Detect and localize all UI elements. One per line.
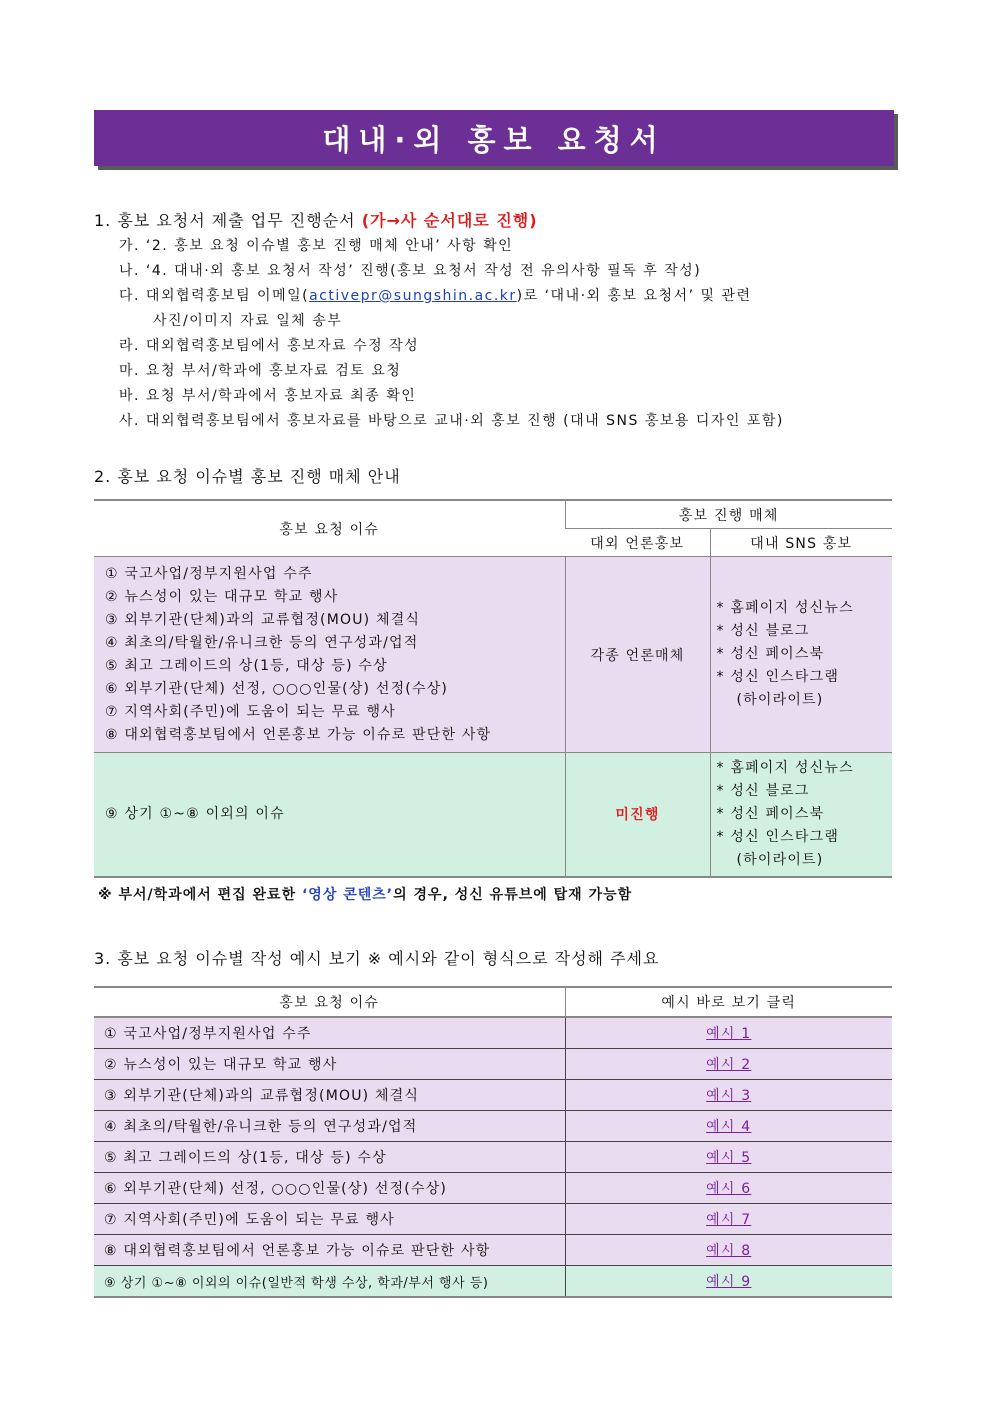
section1-heading-note: (가→사 순서대로 진행) bbox=[361, 211, 538, 230]
step-na: 나. ‘4. 대내·외 홍보 요청서 작성’ 진행(홍보 요청서 작성 전 유의사항 필독 후 작성) bbox=[119, 263, 702, 279]
table-row: ② 뉴스성이 있는 대규모 학교 행사 예시 2 bbox=[94, 1049, 892, 1080]
example-link-2[interactable]: 예시 2 bbox=[706, 1057, 752, 1073]
list-item: ⑤ 최고 그레이드의 상(1등, 대상 등) 수상 bbox=[105, 657, 388, 674]
media-guide-table bbox=[94, 499, 892, 878]
table-row: ⑥ 외부기관(단체) 선정, ○○○인물(상) 선정(수상) 예시 6 bbox=[94, 1173, 892, 1204]
section3-heading: 3. 홍보 요청 이슈별 작성 예시 보기 ※ 예시와 같이 형식으로 작성해 주세요 bbox=[94, 949, 660, 968]
list-item: ④ 최초의/탁월한/유니크한 등의 연구성과/업적 bbox=[105, 634, 419, 651]
list-item: ③ 외부기관(단체)과의 교류협정(MOU) 체결식 bbox=[105, 611, 421, 628]
example-link-7[interactable]: 예시 7 bbox=[706, 1212, 752, 1228]
table-row: ① 국고사업/정부지원사업 수주 예시 1 bbox=[94, 1017, 892, 1049]
header-external: 대외 언론홍보 bbox=[565, 529, 710, 557]
sns-item: * 성신 인스타그램 bbox=[716, 828, 840, 845]
step-ba: 바. 요청 부서/학과에서 홍보자료 최종 확인 bbox=[119, 388, 417, 404]
list-item: ⑦ 지역사회(주민)에 도움이 되는 무료 행사 bbox=[105, 703, 396, 720]
issue-list bbox=[94, 557, 565, 753]
step-ra: 라. 대외협력홍보팀에서 홍보자료 수정 작성 bbox=[119, 338, 420, 354]
header-internal: 대내 SNS 홍보 bbox=[710, 529, 892, 557]
page-title: 대내·외 홍보 요청서 bbox=[322, 122, 666, 157]
sns-item: * 성신 인스타그램 bbox=[716, 669, 840, 685]
list-item: ① 국고사업/정부지원사업 수주 bbox=[105, 565, 313, 582]
header-media: 홍보 진행 매체 bbox=[565, 500, 892, 529]
step-sa: 사. 대외협력홍보팀에서 홍보자료를 바탕으로 교내·외 홍보 진행 (대내 SNS 홍보용 디자인 포함) bbox=[119, 413, 784, 429]
sns-item: * 성신 블로그 bbox=[716, 782, 810, 799]
header-link: 예시 바로 보기 클릭 bbox=[565, 987, 892, 1017]
section2-heading: 2. 홍보 요청 이슈별 홍보 진행 매체 안내 bbox=[94, 467, 401, 486]
sns-item: * 성신 페이스북 bbox=[716, 805, 825, 822]
video-note: ※ 부서/학과에서 편집 완료한 ‘영상 콘텐츠’의 경우, 성신 유튜브에 탑재 가능함 bbox=[98, 887, 633, 903]
section1-heading: 1. 홍보 요청서 제출 업무 진행순서 (가→사 순서대로 진행) bbox=[94, 211, 538, 230]
table-row: ④ 최초의/탁월한/유니크한 등의 연구성과/업적 예시 4 bbox=[94, 1111, 892, 1142]
sns-list bbox=[710, 557, 892, 753]
sns-item: * 성신 블로그 bbox=[716, 623, 810, 639]
sns-item: (하이라이트) bbox=[736, 851, 824, 868]
example-link-1[interactable]: 예시 1 bbox=[706, 1026, 752, 1042]
sns-item: * 홈페이지 성신뉴스 bbox=[716, 759, 854, 776]
table-row: ⑤ 최고 그레이드의 상(1등, 대상 등) 수상 예시 5 bbox=[94, 1142, 892, 1173]
step-da: 다. 대외협력홍보팀 이메일(activepr@sungshin.ac.kr)로 ‘대내·외 홍보 요청서’ 및 관련 bbox=[119, 288, 752, 304]
step-ga: 가. ‘2. 홍보 요청 이슈별 홍보 진행 매체 안내’ 사항 확인 bbox=[119, 238, 514, 254]
title-banner bbox=[94, 110, 894, 166]
external-media-value: 각종 언론매체 bbox=[565, 557, 710, 753]
example-table bbox=[94, 986, 892, 1298]
table-row: ⑨ 상기 ①~⑧ 이외의 이슈(일반적 학생 수상, 학과/부서 행사 등) 예시 9 bbox=[94, 1266, 892, 1298]
sns-list-2 bbox=[710, 753, 892, 877]
section1-steps bbox=[119, 234, 784, 434]
example-link-3[interactable]: 예시 3 bbox=[706, 1088, 752, 1104]
list-item: ⑧ 대외협력홍보팀에서 언론홍보 가능 이슈로 판단한 사항 bbox=[105, 726, 492, 743]
sns-item: * 홈페이지 성신뉴스 bbox=[716, 600, 854, 616]
header-issue: 홍보 요청 이슈 bbox=[94, 987, 565, 1017]
step-ma: 마. 요청 부서/학과에 홍보자료 검토 요청 bbox=[119, 363, 402, 379]
table-row: ⑦ 지역사회(주민)에 도움이 되는 무료 행사 예시 7 bbox=[94, 1204, 892, 1235]
step-da-continued: 사진/이미지 자료 일체 송부 bbox=[153, 313, 343, 329]
example-link-8[interactable]: 예시 8 bbox=[706, 1243, 752, 1259]
external-not-applicable: 미진행 bbox=[565, 753, 710, 877]
video-note-highlight: ‘영상 콘텐츠’ bbox=[301, 887, 394, 903]
sns-item: * 성신 페이스북 bbox=[716, 646, 825, 662]
example-link-6[interactable]: 예시 6 bbox=[706, 1181, 752, 1197]
example-link-5[interactable]: 예시 5 bbox=[706, 1150, 752, 1166]
list-item: ② 뉴스성이 있는 대규모 학교 행사 bbox=[105, 588, 339, 605]
table-row: ③ 외부기관(단체)과의 교류협정(MOU) 체결식 예시 3 bbox=[94, 1080, 892, 1111]
header-issue: 홍보 요청 이슈 bbox=[94, 500, 565, 557]
issue-other: ⑨ 상기 ①~⑧ 이외의 이슈 bbox=[94, 753, 565, 877]
email-link[interactable]: activepr@sungshin.ac.kr bbox=[309, 288, 517, 304]
example-link-4[interactable]: 예시 4 bbox=[706, 1119, 752, 1135]
example-link-9[interactable]: 예시 9 bbox=[706, 1274, 752, 1290]
list-item: ⑥ 외부기관(단체) 선정, ○○○인물(상) 선정(수상) bbox=[105, 680, 449, 697]
sns-item: (하이라이트) bbox=[736, 692, 824, 708]
table-row: ⑧ 대외협력홍보팀에서 언론홍보 가능 이슈로 판단한 사항 예시 8 bbox=[94, 1235, 892, 1266]
